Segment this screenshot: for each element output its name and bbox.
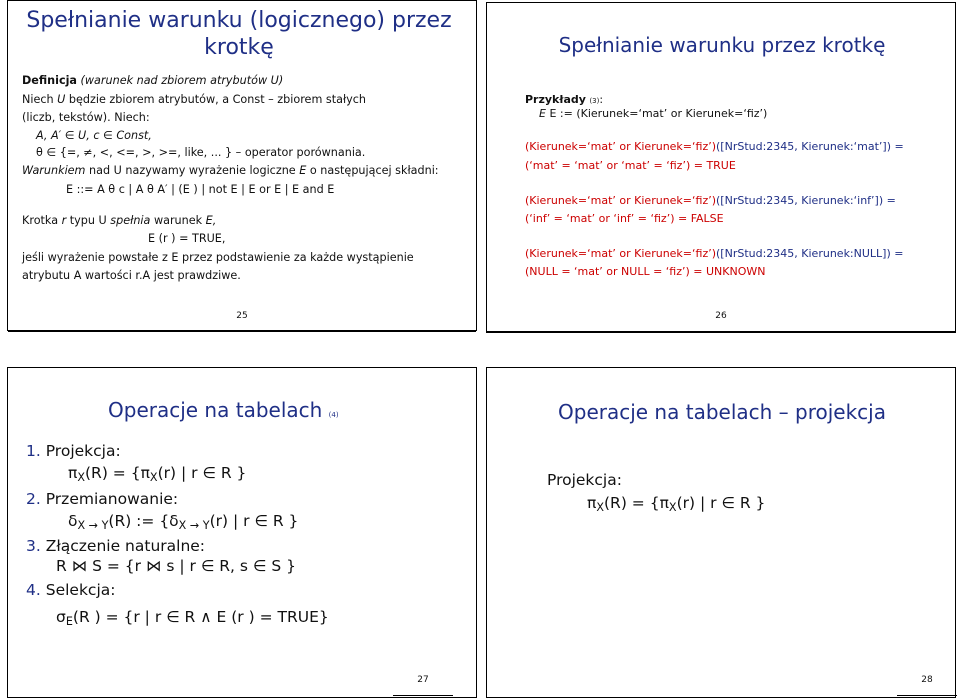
formula-selection: $\sigma_E(R$ ) = {r | r ∈ R ∧ E (r ) = TRUE} bbox=[56, 608, 329, 629]
grammar-line: E ::= A θ c | A θ A′ | (E ) | not E | E or E | E and E bbox=[66, 183, 335, 196]
def-line-2: (liczb, tekstów). Niech: bbox=[22, 111, 150, 124]
formula-projection: $\pi_X(R) = \{\pi_X(r)$ | r ∈ R } bbox=[587, 494, 766, 515]
examples-heading: Przykłady (3): bbox=[525, 93, 604, 106]
def-line-1: Niech U będzie zbiorem atrybutów, a Const – zbiorem stałych bbox=[22, 93, 367, 106]
formula-projection: $\pi_X(R) = \{\pi_X(r)$ | r ∈ R } bbox=[68, 464, 247, 485]
page-number: 25 bbox=[8, 331, 476, 332]
slide-28 bbox=[486, 367, 956, 698]
def-line-9: atrybutu A wartości r.A jest prawdziwe. bbox=[22, 269, 241, 282]
def-line-3: A, A′ ∈ U, c ∈ Const, bbox=[36, 129, 152, 142]
slide-27-title: Operacje na tabelach (4) bbox=[108, 398, 339, 422]
def-line-8: jeśli wyrażenie powstałe z E przez podstawienie za każde wystąpienie bbox=[22, 251, 414, 264]
def-line-6: Krotka r typu U spełnia warunek E, bbox=[22, 214, 217, 227]
definition-heading: Definicja (warunek nad zbiorem atrybutów U) bbox=[22, 74, 284, 87]
example-2-line-1: (Kierunek=‘mat’ or Kierunek=‘fiz’)([NrStud:2345, Kierunek:‘inf’]) = bbox=[525, 194, 896, 207]
def-line-7: E (r ) = TRUE, bbox=[148, 232, 226, 245]
condition-line: E E := (Kierunek=‘mat’ or Kierunek=‘fiz’) bbox=[539, 107, 768, 120]
slide-28-title: Operacje na tabelach – projekcja bbox=[558, 400, 886, 424]
slide-25 bbox=[7, 0, 477, 331]
projection-label: Projekcja: bbox=[547, 471, 622, 489]
slide-26-title: Spełnianie warunku przez krotkę bbox=[558, 33, 886, 57]
slide-26 bbox=[486, 2, 956, 333]
page-number: 28 bbox=[897, 695, 957, 696]
def-line-5: Warunkiem nad U nazywamy wyrażenie logiczne E o następującej składni: bbox=[22, 164, 439, 177]
example-1-line-1: (Kierunek=‘mat’ or Kierunek=‘fiz’)([NrStud:2345, Kierunek:‘mat’]) = bbox=[525, 140, 904, 153]
slide-27 bbox=[7, 367, 477, 698]
def-line-4: θ ∈ {=, ≠, <, <=, >, >=, like, ... } – operator porównania. bbox=[36, 146, 366, 159]
page-number: 27 bbox=[393, 695, 453, 696]
example-1-line-2: (‘mat’ = ‘mat’ or ‘mat’ = ‘fiz’) = TRUE bbox=[525, 159, 736, 172]
list-item-przemianowanie: 2. Przemianowanie: bbox=[26, 490, 179, 508]
formula-renaming: $\delta_{X \to Y}(R)$ := {$\delta_{X \to Y}(r)$ | r ∈ R } bbox=[68, 512, 299, 533]
slide-25-title: Spełnianie warunku (logicznego) przez krotkę bbox=[26, 8, 452, 60]
example-3-line-1: (Kierunek=‘mat’ or Kierunek=‘fiz’)([NrStud:2345, Kierunek:NULL]) = bbox=[525, 247, 904, 260]
list-item-selekcja: 4. Selekcja: bbox=[26, 581, 116, 599]
formula-join: R ⋈ S = {r ⋈ s | r ∈ R, s ∈ S } bbox=[56, 557, 296, 575]
page-number: 26 bbox=[487, 331, 955, 332]
list-item-zlaczenie: 3. Złączenie naturalne: bbox=[26, 537, 206, 555]
list-item-projekcja: 1. Projekcja: bbox=[26, 442, 121, 460]
example-2-line-2: (‘inf’ = ‘mat’ or ‘inf’ = ‘fiz’) = FALSE bbox=[525, 212, 724, 225]
example-3-line-2: (NULL = ‘mat’ or NULL = ‘fiz’) = UNKNOWN bbox=[525, 265, 766, 278]
